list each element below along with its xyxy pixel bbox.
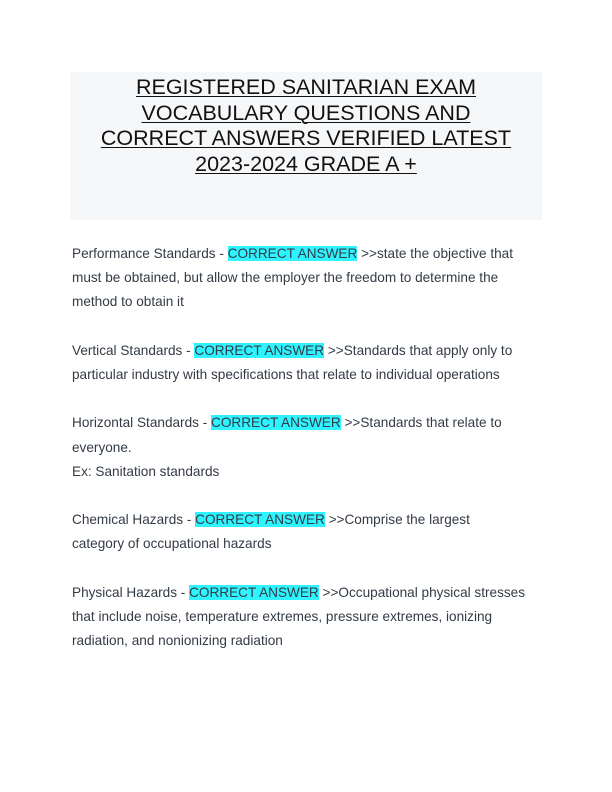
entry-definition-line: method to obtain it bbox=[72, 294, 184, 310]
title-block bbox=[70, 72, 542, 220]
correct-answer-highlight: CORRECT ANSWER bbox=[194, 342, 325, 358]
correct-answer-highlight: CORRECT ANSWER bbox=[195, 512, 325, 528]
entry-term: Performance Standards - bbox=[72, 246, 228, 261]
correct-answer-highlight: CORRECT ANSWER bbox=[211, 415, 341, 431]
entry-term: Vertical Standards - bbox=[72, 342, 195, 358]
entry-term: Horizontal Standards - bbox=[72, 415, 212, 431]
title-line: CORRECT ANSWERS VERIFIED LATEST bbox=[100, 126, 512, 151]
entry-definition-line: must be obtained, but allow the employer the freedom to determine the bbox=[72, 270, 499, 286]
correct-answer-highlight: CORRECT ANSWER bbox=[189, 584, 319, 600]
entry-definition-start: >>Standards that apply only to bbox=[324, 342, 513, 358]
title-line: VOCABULARY QUESTIONS AND bbox=[141, 100, 471, 125]
entry-definition-line: that include noise, temperature extremes, pressure extremes, ionizing bbox=[72, 608, 493, 624]
correct-answer-highlight: CORRECT ANSWER bbox=[227, 246, 358, 261]
vocab-entry-physical-hazards bbox=[72, 581, 542, 654]
entry-definition-line: particular industry with specifications that relate to individual operations bbox=[72, 367, 500, 382]
entry-definition-start: >>Comprise the largest bbox=[324, 512, 470, 528]
entry-first-line bbox=[72, 508, 542, 532]
title-line: REGISTERED SANITARIAN EXAM bbox=[135, 75, 477, 99]
entry-definition-start: >>state the objective that bbox=[357, 246, 514, 261]
vocabulary-list bbox=[72, 242, 542, 678]
entry-definition-line: Ex: Sanitation standards bbox=[72, 463, 220, 479]
vocab-entry-vertical-standards bbox=[72, 339, 542, 387]
entry-term: Physical Hazards - bbox=[72, 584, 190, 600]
entry-first-line bbox=[72, 411, 542, 435]
vocab-entry-horizontal-standards bbox=[72, 411, 542, 484]
entry-first-line bbox=[72, 242, 542, 266]
entry-definition-start: >>Occupational physical stresses bbox=[318, 584, 526, 600]
entry-definition-line: radiation, and nonionizing radiation bbox=[72, 633, 283, 649]
entry-definition-start: >>Standards that relate to bbox=[340, 415, 502, 431]
entry-definition-line: everyone. bbox=[72, 439, 132, 455]
vocab-entry-performance-standards bbox=[72, 242, 542, 315]
vocab-entry-chemical-hazards bbox=[72, 508, 542, 556]
entry-definition-line: category of occupational hazards bbox=[72, 536, 272, 552]
entry-first-line bbox=[72, 581, 542, 605]
entry-first-line bbox=[72, 339, 542, 363]
entry-term: Chemical Hazards - bbox=[72, 512, 196, 528]
title-line: 2023-2024 GRADE A + bbox=[195, 151, 417, 176]
